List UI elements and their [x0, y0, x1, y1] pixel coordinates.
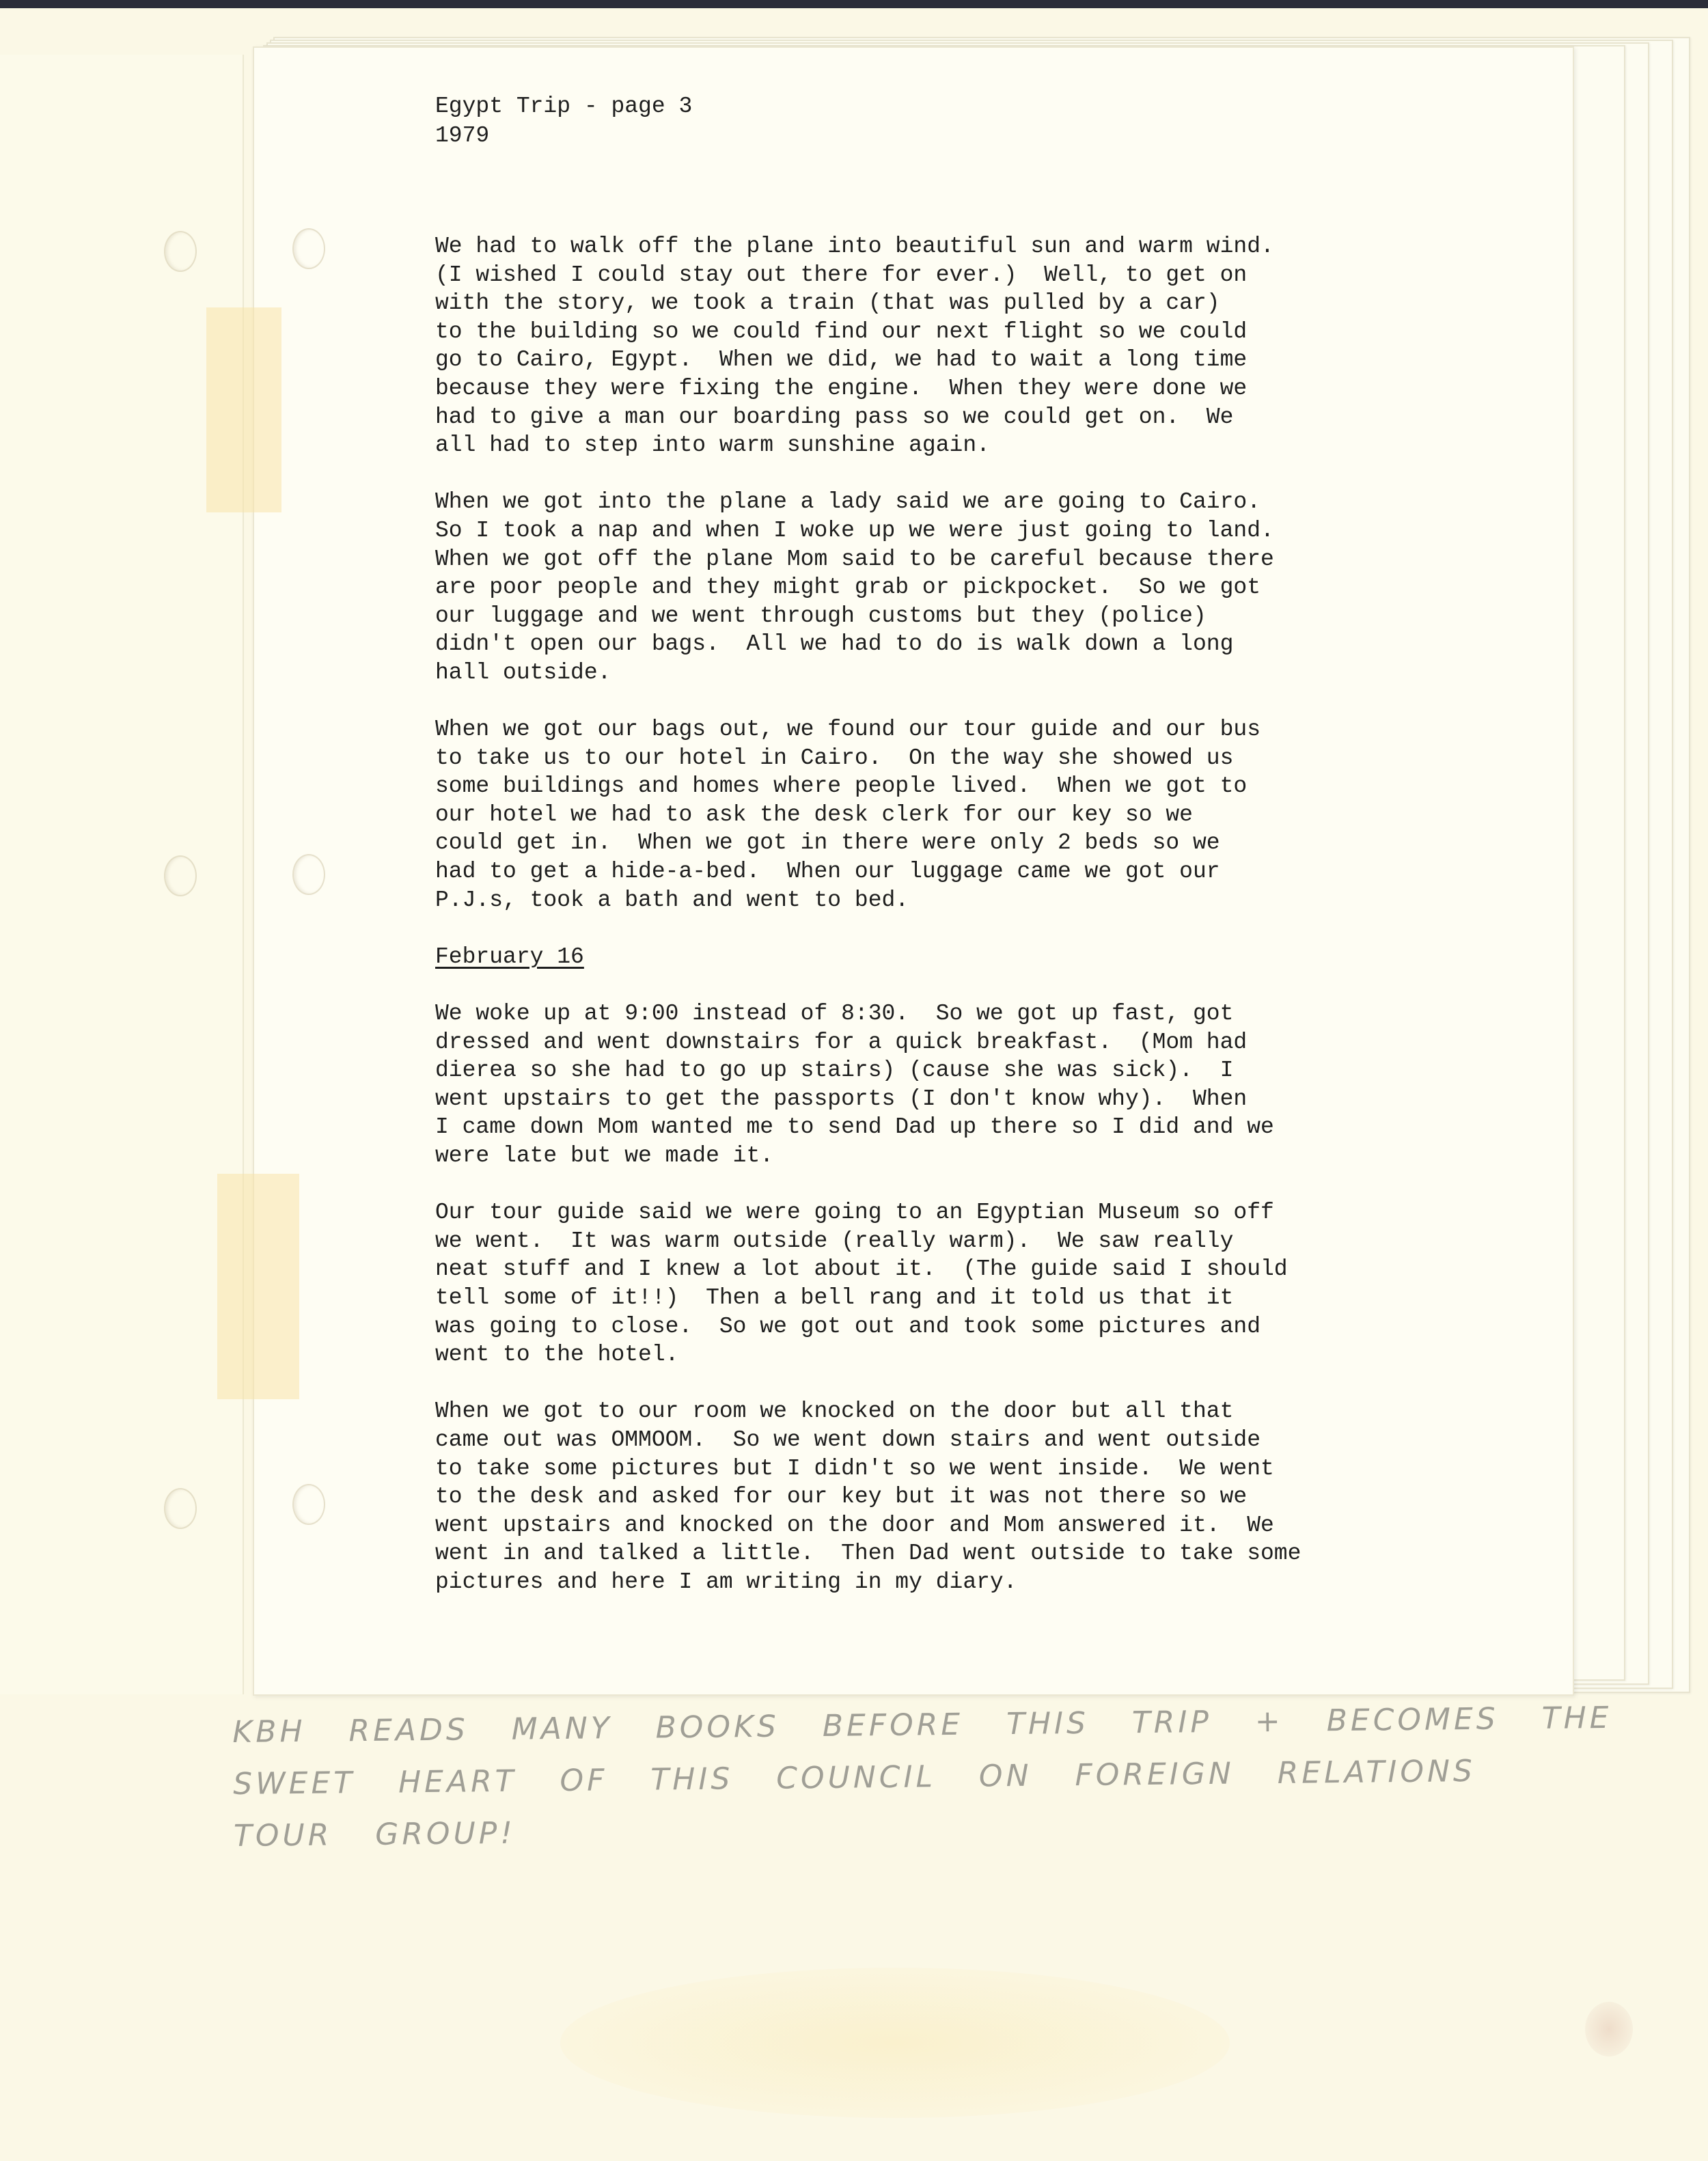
back-sheet-left	[0, 55, 244, 1694]
binder-hole	[292, 854, 325, 895]
paragraph: When we got our bags out, we found our tour guide and our bus to take us to our hotel in Cairo. On the way she showed us some buildings and homes where people lived. When we got to our hotel we had to ask the desk clerk for our key so we could get in. When we got in there were only 2 beds so we had to get a hide-a-bed. When our luggage came we got our P.J.s, took a bath and went to bed.	[435, 717, 1261, 913]
paragraph: When we got into the plane a lady said we are going to Cairo. So I took a nap and when I woke up we were just going to land. When we got off the plane Mom said to be careful because there are poor people and they might grab or pickpocket. So we got our luggage and we went through customs but they (police) didn't open our bags. All we had to do is walk down a long hall outside.	[435, 489, 1274, 685]
diary-body	[435, 232, 1433, 1625]
note-line: TOUR GROUP!	[233, 1815, 516, 1854]
tape-strip	[217, 1174, 299, 1399]
binder-hole	[292, 228, 325, 269]
note-line: KBH READS MANY BOOKS BEFORE THIS TRIP + BECOMES THE	[232, 1700, 1612, 1750]
binder-hole	[164, 231, 197, 272]
paragraph: When we got to our room we knocked on the door but all that came out was OMMOOM. So we went down stairs and went outside to take some pictures but I didn't so we went inside. We went to the desk and asked for our key but it was not there so we went upstairs and knocked on the door and Mom answered it. We went in and talked a little. Then Dad went outside to take some pictures and here I am writing in my diary.	[435, 1399, 1301, 1595]
paragraph: We woke up at 9:00 instead of 8:30. So we got up fast, got dressed and went downstairs for a quick breakfast. (Mom had dierea so she had to go up stairs) (cause she was sick). I went upstairs to get the passports (I don't know why). When I came down Mom wanted me to send Dad up there so I did and we were late but we made it.	[435, 1001, 1274, 1168]
header-year: 1979	[435, 123, 490, 148]
paragraph: Our tour guide said we were going to an Egyptian Museum so off we went. It was warm outside (really warm). We saw really neat stuff and I knew a lot about it. (The guide said I should tell some of it!!) Then a bell rang and it told us that it was going to close. So we got out and took some pictures and went to the hotel.	[435, 1200, 1288, 1368]
paper-stain	[560, 1968, 1230, 2118]
handwritten-note	[232, 1693, 1612, 1862]
paragraph: We had to walk off the plane into beautiful sun and warm wind. (I wished I could stay out there for ever.) Well, to get on with the story, we took a train (that was pulled by a car) to the building so we could find our next flight so we could go to Cairo, Egypt. When we did, we had to wait a long time because they were fixing the engine. When they were done we had to give a man our boarding pass so we could get on. We all had to step into warm sunshine again.	[435, 234, 1274, 458]
binder-hole	[164, 1488, 197, 1529]
note-line: SWEET HEART OF THIS COUNCIL ON FOREIGN RELATIONS	[232, 1753, 1476, 1802]
page-header	[435, 92, 692, 150]
binder-hole	[292, 1484, 325, 1525]
binder-hole	[164, 855, 197, 896]
scan-top-edge	[0, 0, 1708, 8]
header-title: Egypt Trip - page 3	[435, 94, 693, 119]
paper-stain	[1585, 2002, 1633, 2056]
date-heading: February 16	[435, 944, 584, 969]
tape-strip	[206, 307, 281, 512]
